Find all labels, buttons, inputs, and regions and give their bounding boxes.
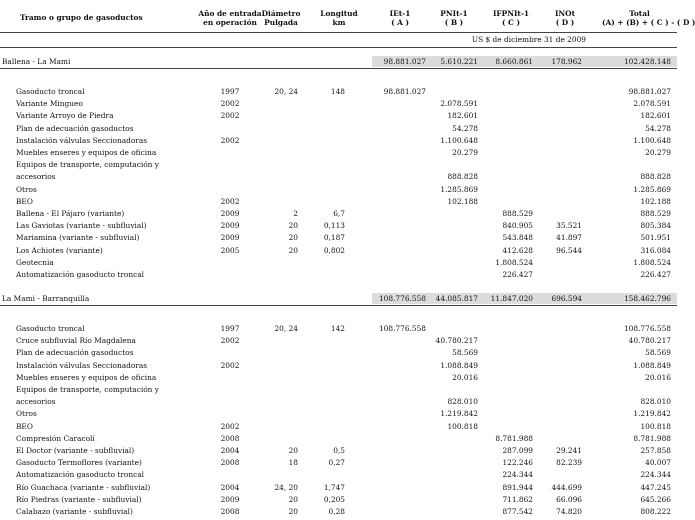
row-iet: 98.881.027 (383, 87, 426, 96)
header-rule (0, 32, 677, 33)
row-ifpnit: 891.944 (502, 483, 533, 492)
row-label: Río Guachaca (variante - subfluvial) (16, 483, 151, 492)
row-label: Muebles enseres y equipos de oficina (16, 373, 157, 382)
row-anio: 2008 (220, 458, 240, 467)
row-label: Cruce subfluvial Río Magdalena (16, 336, 136, 345)
row-total: 226.427 (640, 270, 671, 279)
row-ifpnit: 1.808.524 (495, 258, 533, 267)
row-pnit: 1.219.842 (440, 409, 478, 418)
row-label: accesorios (16, 172, 56, 181)
row-total: 20.016 (645, 373, 671, 382)
row-label: Gasoducto Termoflores (variante) (16, 458, 142, 467)
row-anio: 2008 (220, 434, 240, 443)
header-ifpnit: IFPNIt-1 ( C ) (492, 9, 530, 27)
row-label: accesorios (16, 397, 56, 406)
row-total: 2.078.591 (633, 99, 671, 108)
row-diametro: 20, 24 (274, 324, 298, 333)
row-label: Equipos de transporte, computación y (16, 160, 159, 169)
row-label: Gasoducto troncal (16, 87, 85, 96)
row-inot: 74.820 (556, 507, 582, 516)
section-total-ifpnit: 8.660.861 (495, 57, 533, 66)
row-diametro: 20, 24 (274, 87, 298, 96)
header-total: Total (A) + (B) + ( C ) - ( D ) (602, 9, 695, 27)
row-label: Gasoducto troncal (16, 324, 85, 333)
row-label: BEO (16, 197, 33, 206)
row-anio: 2002 (220, 99, 240, 108)
row-total: 102.188 (640, 197, 671, 206)
row-label: El Doctor (variante - subfluvial) (16, 446, 135, 455)
row-diametro: 20 (288, 246, 298, 255)
row-longitud: 0,187 (323, 233, 345, 242)
section-title: La Mami - Barranquilla (2, 294, 90, 303)
row-inot: 66.096 (556, 495, 582, 504)
row-label: Las Gaviotas (variante - subfluvial) (16, 221, 147, 230)
section-total-iet: 98.881.027 (383, 57, 426, 66)
row-label: Los Achiotes (variante) (16, 246, 103, 255)
row-inot: 29.241 (556, 446, 582, 455)
row-longitud: 0,27 (328, 458, 345, 467)
row-inot: 35.521 (556, 221, 582, 230)
row-anio: 2009 (220, 221, 240, 230)
row-anio: 2002 (220, 361, 240, 370)
row-pnit: 20.016 (452, 373, 478, 382)
row-ifpnit: 226.427 (502, 270, 533, 279)
row-label: Otros (16, 185, 37, 194)
row-label: Instalación válvulas Seccionadoras (16, 136, 148, 145)
row-inot: 82.239 (556, 458, 582, 467)
row-pnit: 100.818 (447, 422, 478, 431)
row-label: Mariamina (variante - subfluvial) (16, 233, 140, 242)
row-pnit: 182.601 (447, 111, 478, 120)
row-ifpnit: 8.781.988 (495, 434, 533, 443)
units-note: US $ de diciembre 31 de 2009 (471, 35, 586, 44)
row-total: 8.781.988 (633, 434, 671, 443)
row-label: Muebles enseres y equipos de oficina (16, 148, 157, 157)
row-total: 257.858 (640, 446, 671, 455)
row-anio: 2002 (220, 136, 240, 145)
section-total-inot: 696.594 (551, 294, 582, 303)
row-label: Automatización gasoducto troncal (16, 470, 145, 479)
row-ifpnit: 224.344 (502, 470, 533, 479)
row-pnit: 40.780.217 (435, 336, 478, 345)
row-total: 182.601 (640, 111, 671, 120)
row-total: 20.279 (645, 148, 671, 157)
header-anio: Año de entrada en operación (198, 9, 262, 27)
row-label: Plan de adecuación gasoductos (16, 124, 134, 133)
header-longitud: Longitud km (320, 9, 358, 27)
row-label: Otros (16, 409, 37, 418)
row-total: 98.881.027 (628, 87, 671, 96)
row-total: 100.818 (640, 422, 671, 431)
row-inot: 444.699 (551, 483, 582, 492)
row-anio: 2002 (220, 111, 240, 120)
row-label: Ballena - El Pájaro (variante) (16, 209, 125, 218)
row-ifpnit: 840.905 (502, 221, 533, 230)
row-label: Instalación válvulas Seccionadoras (16, 361, 148, 370)
row-longitud: 0,205 (323, 495, 345, 504)
row-anio: 2008 (220, 507, 240, 516)
row-pnit: 58.569 (452, 348, 478, 357)
row-total: 645.266 (640, 495, 671, 504)
row-total: 888.529 (640, 209, 671, 218)
row-diametro: 2 (293, 209, 298, 218)
row-pnit: 888.828 (447, 172, 478, 181)
row-inot: 96.544 (556, 246, 582, 255)
row-ifpnit: 711.862 (502, 495, 533, 504)
section-total-total: 102.428.148 (623, 57, 671, 66)
row-ifpnit: 287.099 (502, 446, 533, 455)
header-pnit: PNIt-1 ( B ) (440, 9, 468, 27)
row-longitud: 0,802 (323, 246, 345, 255)
row-anio: 2005 (220, 246, 240, 255)
row-inot: 41.897 (556, 233, 582, 242)
row-label: Río Piedras (variante - subfluvial) (16, 495, 142, 504)
header-tramo: Tramo o grupo de gasoductos (20, 13, 143, 22)
row-anio: 2004 (220, 446, 240, 455)
row-anio: 2009 (220, 495, 240, 504)
row-diametro: 24, 20 (274, 483, 298, 492)
row-longitud: 6,7 (333, 209, 345, 218)
section-rule (0, 305, 677, 306)
row-longitud: 142 (330, 324, 345, 333)
header-inot: INOt ( D ) (554, 9, 576, 27)
row-anio: 2002 (220, 336, 240, 345)
section-rule (0, 68, 677, 69)
row-total: 54.278 (645, 124, 671, 133)
row-total: 316.084 (640, 246, 671, 255)
section-total-total: 158.462.796 (623, 294, 671, 303)
row-pnit: 54.278 (452, 124, 478, 133)
row-total: 447.245 (640, 483, 671, 492)
row-total: 40.780.217 (628, 336, 671, 345)
row-total: 1.219.842 (633, 409, 671, 418)
row-iet: 108.776.558 (378, 324, 426, 333)
header-diametro: Diámetro Pulgada (261, 9, 301, 27)
row-label: Compresión Caracolí (16, 434, 95, 443)
row-anio: 2009 (220, 209, 240, 218)
row-diametro: 18 (288, 458, 298, 467)
row-label: Automatización gasoducto troncal (16, 270, 145, 279)
row-longitud: 0,28 (328, 507, 345, 516)
row-total: 1.285.869 (633, 185, 671, 194)
section-total-pnit: 5.610.221 (440, 57, 478, 66)
units-rule (0, 47, 677, 48)
row-longitud: 148 (330, 87, 345, 96)
row-label: BEO (16, 422, 33, 431)
row-total: 1.808.524 (633, 258, 671, 267)
row-longitud: 0,5 (333, 446, 345, 455)
row-diametro: 20 (288, 507, 298, 516)
row-ifpnit: 412.628 (502, 246, 533, 255)
section-total-pnit: 44.085.817 (435, 294, 478, 303)
row-total: 58.569 (645, 348, 671, 357)
row-total: 828.010 (640, 397, 671, 406)
row-total: 224.344 (640, 470, 671, 479)
row-anio: 2009 (220, 233, 240, 242)
row-pnit: 1.100.648 (440, 136, 478, 145)
row-label: Geotecnia (16, 258, 54, 267)
row-anio: 2004 (220, 483, 240, 492)
row-total: 808.222 (640, 507, 671, 516)
row-label: Variante Mingueo (16, 99, 83, 108)
row-total: 1.100.648 (633, 136, 671, 145)
row-anio: 2002 (220, 422, 240, 431)
row-total: 1.088.849 (633, 361, 671, 370)
row-total: 501.951 (640, 233, 671, 242)
row-label: Calabazo (variante - subfluvial) (16, 507, 133, 516)
section-title: Ballena - La Mami (2, 57, 71, 66)
row-anio: 1997 (220, 87, 240, 96)
row-longitud: 1,747 (323, 483, 345, 492)
row-anio: 1997 (220, 324, 240, 333)
row-ifpnit: 888.529 (502, 209, 533, 218)
row-pnit: 828.010 (447, 397, 478, 406)
row-ifpnit: 122.246 (502, 458, 533, 467)
row-pnit: 20.279 (452, 148, 478, 157)
section-total-iet: 108.776.558 (378, 294, 426, 303)
row-pnit: 102.188 (447, 197, 478, 206)
row-pnit: 1.285.869 (440, 185, 478, 194)
row-total: 888.828 (640, 172, 671, 181)
header-iet: IEt-1 ( A ) (389, 9, 411, 27)
row-diametro: 20 (288, 446, 298, 455)
row-total: 805.384 (640, 221, 671, 230)
row-label: Equipos de transporte, computación y (16, 385, 159, 394)
row-total: 108.776.558 (623, 324, 671, 333)
row-diametro: 20 (288, 495, 298, 504)
row-diametro: 20 (288, 221, 298, 230)
row-longitud: 0,113 (323, 221, 345, 230)
row-ifpnit: 543.848 (502, 233, 533, 242)
row-label: Variante Arroyo de Piedra (16, 111, 114, 120)
row-label: Plan de adecuación gasoductos (16, 348, 134, 357)
section-total-ifpnit: 11.847.020 (490, 294, 533, 303)
section-total-inot: 178.962 (551, 57, 582, 66)
row-anio: 2002 (220, 197, 240, 206)
row-pnit: 1.088.849 (440, 361, 478, 370)
row-pnit: 2.078.591 (440, 99, 478, 108)
row-total: 40.007 (645, 458, 671, 467)
row-diametro: 20 (288, 233, 298, 242)
row-ifpnit: 877.542 (502, 507, 533, 516)
